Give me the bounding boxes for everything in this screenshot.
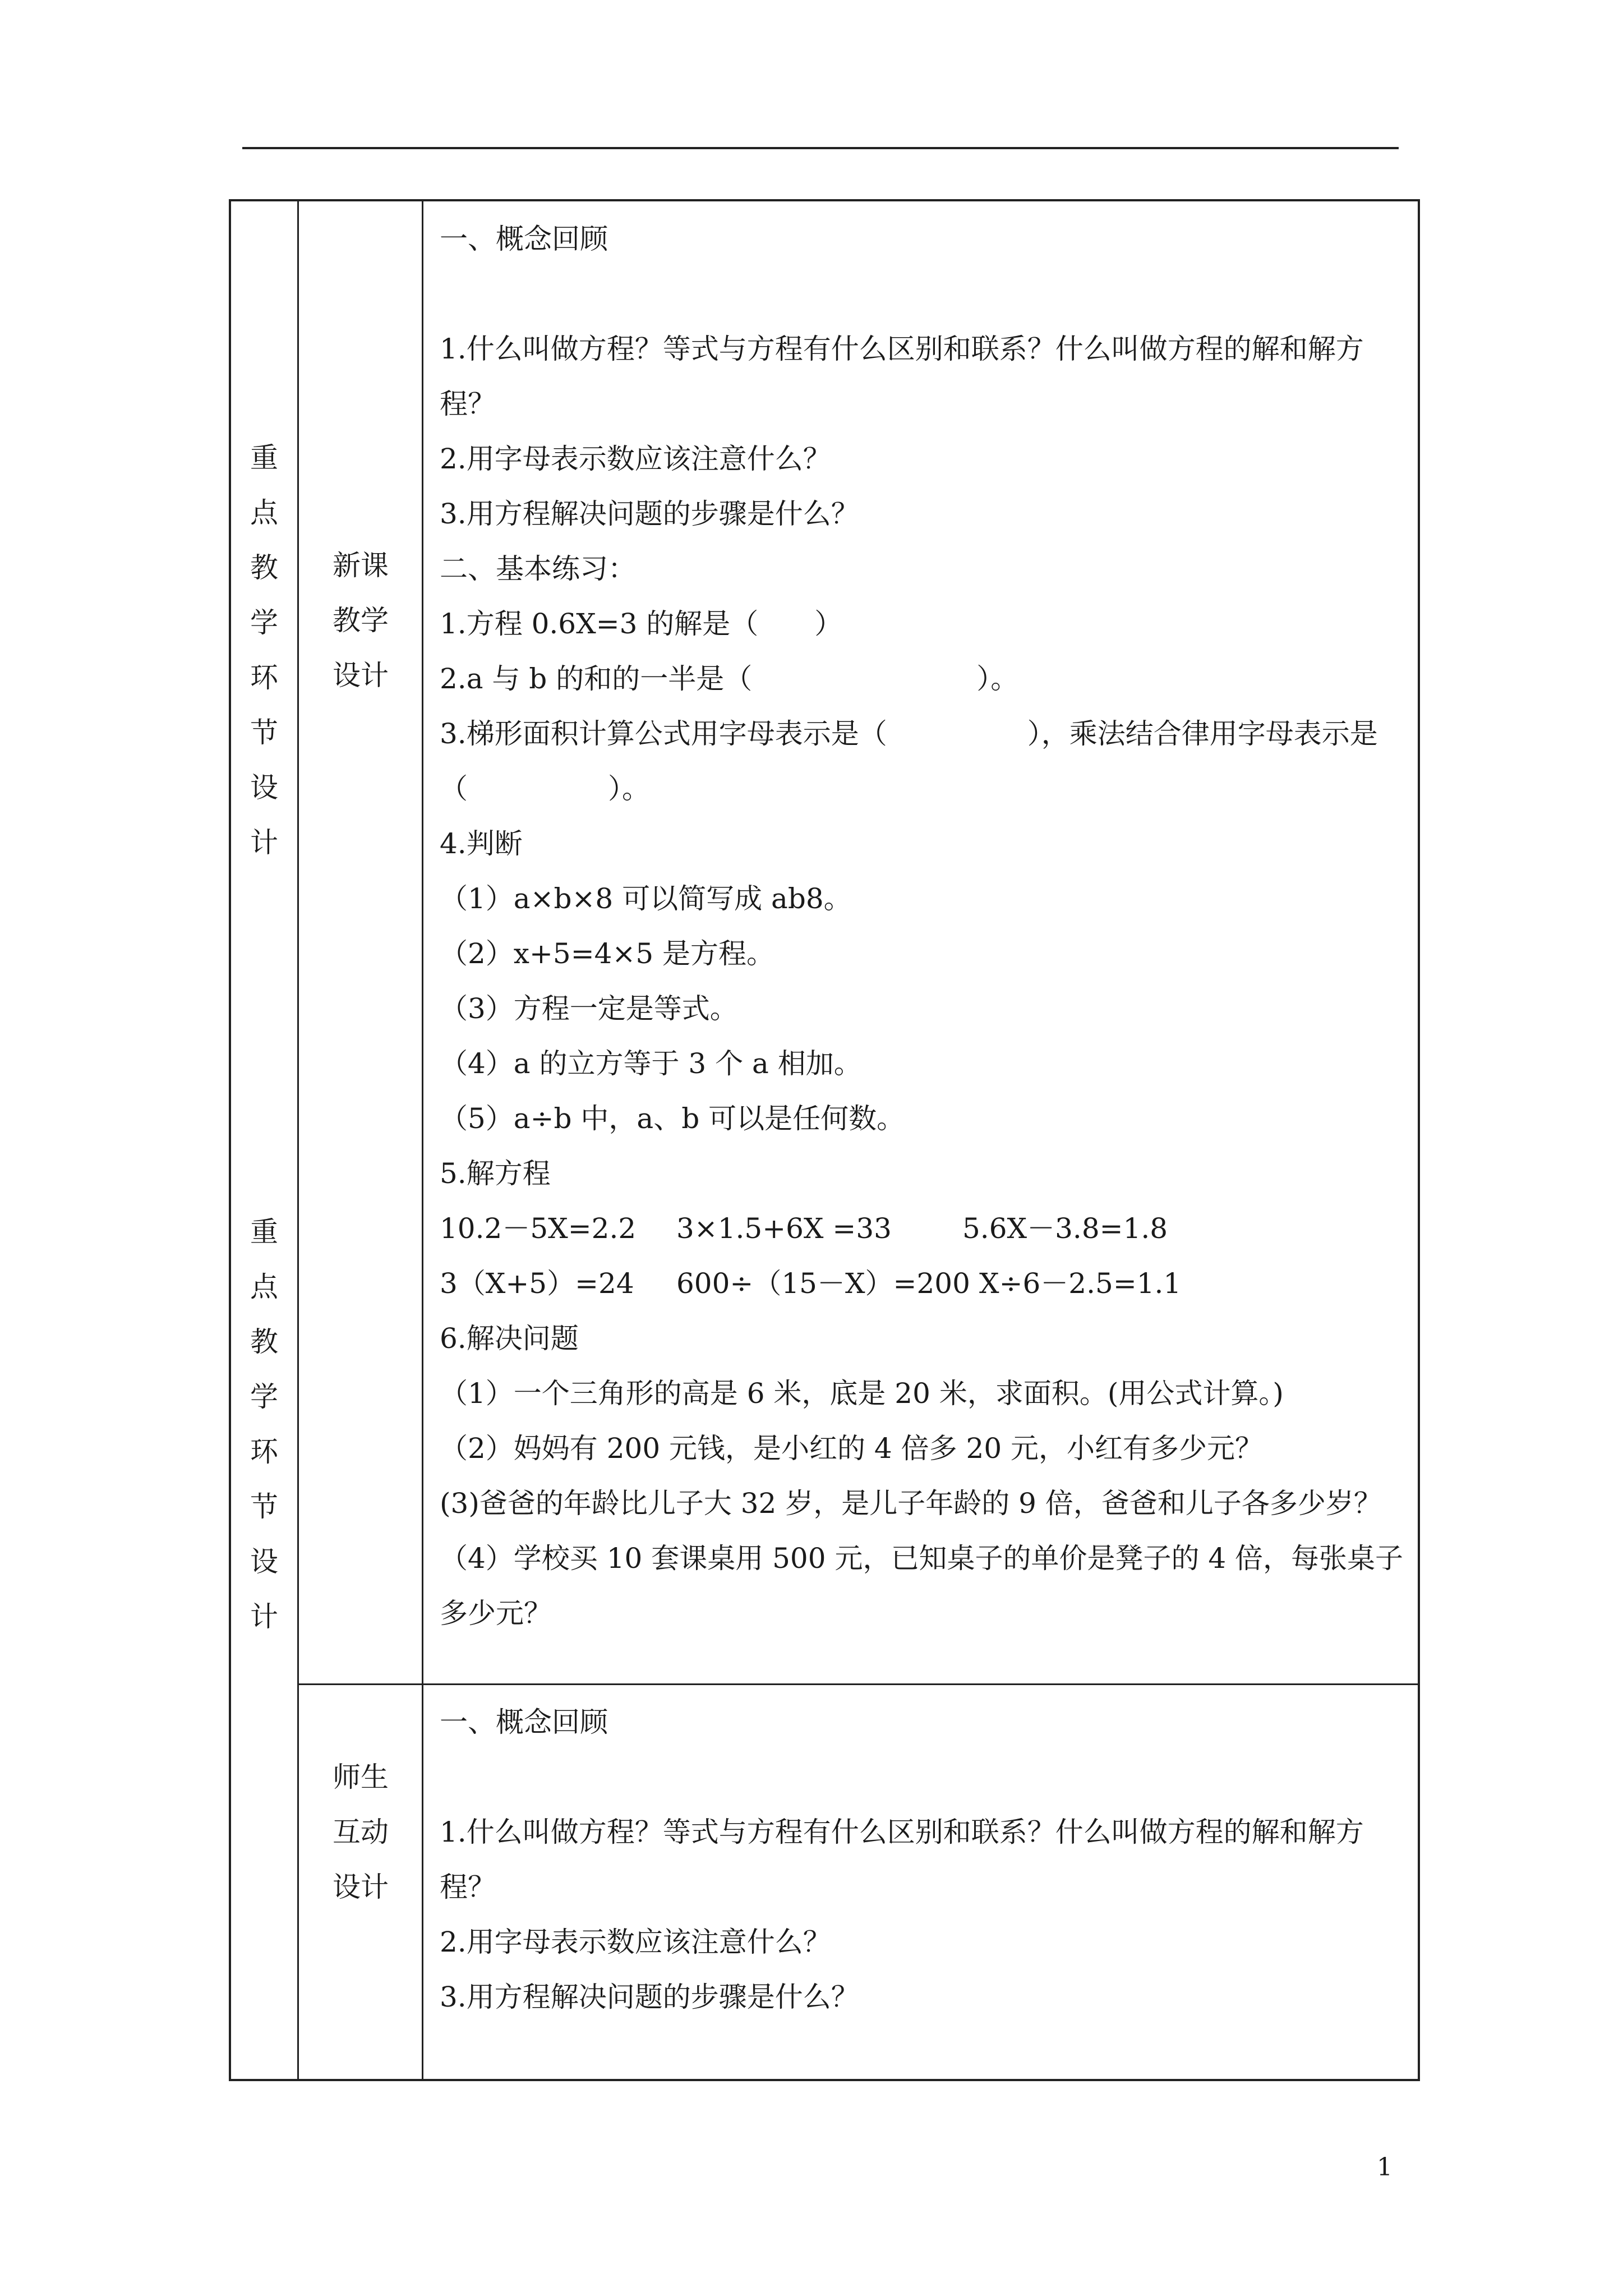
- vertical-char: 学: [250, 606, 278, 639]
- vertical-char: 重: [250, 1216, 278, 1248]
- text-line: （1）一个三角形的高是 6 米，底是 20 米，求面积。(用公式计算。): [440, 1377, 1284, 1410]
- text-line: 2.用字母表示数应该注意什么？: [440, 443, 831, 475]
- text-line: (3)爸爸的年龄比儿子大 32 岁，是儿子年龄的 9 倍，爸爸和儿子各多少岁？: [440, 1487, 1382, 1520]
- text-line: 1.什么叫做方程？等式与方程有什么区别和联系？什么叫做方程的解和解方: [440, 1816, 1364, 1848]
- text-line: 5.解方程: [440, 1157, 551, 1190]
- text-line: 3.用方程解决问题的步骤是什么？: [440, 1981, 859, 2013]
- text-line: 1.什么叫做方程？等式与方程有什么区别和联系？什么叫做方程的解和解方: [440, 333, 1364, 365]
- text-line: 一、概念回顾: [440, 223, 608, 255]
- equation: X÷6－2.5=1.1: [979, 1267, 1182, 1300]
- vertical-char: 设: [250, 771, 278, 804]
- equations-row-1: [440, 1201, 1404, 1256]
- vertical-char: 教: [250, 551, 278, 584]
- vertical-char: 教学: [333, 604, 389, 637]
- vertical-char: 节: [250, 1490, 278, 1523]
- text-line: 多少元？: [440, 1597, 552, 1630]
- text-line: 二、基本练习：: [440, 553, 636, 585]
- section-label-interaction: [298, 1750, 423, 1915]
- text-line: （ ）。: [440, 772, 650, 805]
- text-line: [440, 1750, 1404, 1805]
- text-line: 6.解决问题: [440, 1322, 579, 1355]
- text-line: 一、概念回顾: [440, 1706, 608, 1738]
- section-label-new-lesson: [298, 538, 423, 703]
- text-line: （4）a 的立方等于 3 个 a 相加。: [440, 1047, 862, 1080]
- vertical-char: 环: [250, 1435, 278, 1468]
- equation: 600÷（15－X）=200: [676, 1267, 970, 1300]
- text-line: 2.a 与 b 的和的一半是（ ）。: [440, 662, 1019, 695]
- vertical-char: 计: [250, 826, 278, 859]
- vertical-char: 互动: [333, 1816, 389, 1848]
- text-line: 3.梯形面积计算公式用字母表示是（ ），乘法结合律用字母表示是: [440, 717, 1378, 750]
- vertical-char: 设计: [333, 659, 389, 692]
- vertical-char: 点: [250, 1271, 278, 1303]
- row-divider: [297, 1683, 1418, 1685]
- text-line: 1.方程 0.6X=3 的解是（ ）: [440, 608, 843, 640]
- side-label-bottom: [231, 1204, 297, 1644]
- side-label-top: [231, 430, 297, 870]
- header-rule: [242, 147, 1399, 149]
- text-line: 4.判断: [440, 827, 523, 860]
- vertical-char: 重: [250, 441, 278, 474]
- text-line: 程？: [440, 388, 496, 420]
- lesson-table: [229, 199, 1420, 2081]
- vertical-char: 学: [250, 1381, 278, 1413]
- vertical-char: 计: [250, 1600, 278, 1633]
- vertical-char: 教: [250, 1326, 278, 1358]
- equation: 3×1.5+6X =33: [676, 1212, 892, 1245]
- equation: 3（X+5）=24: [440, 1267, 634, 1300]
- text-line: 3.用方程解决问题的步骤是什么？: [440, 498, 859, 530]
- vertical-char: 环: [250, 661, 278, 694]
- vertical-char: 节: [250, 716, 278, 749]
- vertical-char: 设计: [333, 1871, 389, 1903]
- page-number: 1: [1377, 2153, 1393, 2182]
- vertical-char: 设: [250, 1545, 278, 1578]
- text-line: 2.用字母表示数应该注意什么？: [440, 1926, 831, 1958]
- text-line: （1）a×b×8 可以简写成 ab8。: [440, 882, 852, 915]
- text-line: （2）x+5=4×5 是方程。: [440, 937, 775, 970]
- equations-row-2: [440, 1256, 1404, 1311]
- text-line: （2）妈妈有 200 元钱，是小红的 4 倍多 20 元，小红有多少元？: [440, 1432, 1264, 1465]
- text-line: （5）a÷b 中，a、b 可以是任何数。: [440, 1102, 905, 1135]
- equation: 10.2－5X=2.2: [440, 1212, 637, 1245]
- vertical-char: 新课: [333, 549, 389, 582]
- vertical-char: 师生: [333, 1761, 389, 1793]
- text-line: 程？: [440, 1871, 496, 1903]
- vertical-char: 点: [250, 496, 278, 529]
- text-line: [440, 266, 1404, 321]
- equation: 5.6X－3.8=1.8: [962, 1212, 1168, 1245]
- text-line: （3）方程一定是等式。: [440, 992, 738, 1025]
- text-line: （4）学校买 10 套课桌用 500 元，已知桌子的单价是凳子的 4 倍，每张桌子: [440, 1542, 1404, 1575]
- section-content-interaction: [440, 1695, 1404, 2024]
- section-content-new-lesson: [440, 211, 1404, 1641]
